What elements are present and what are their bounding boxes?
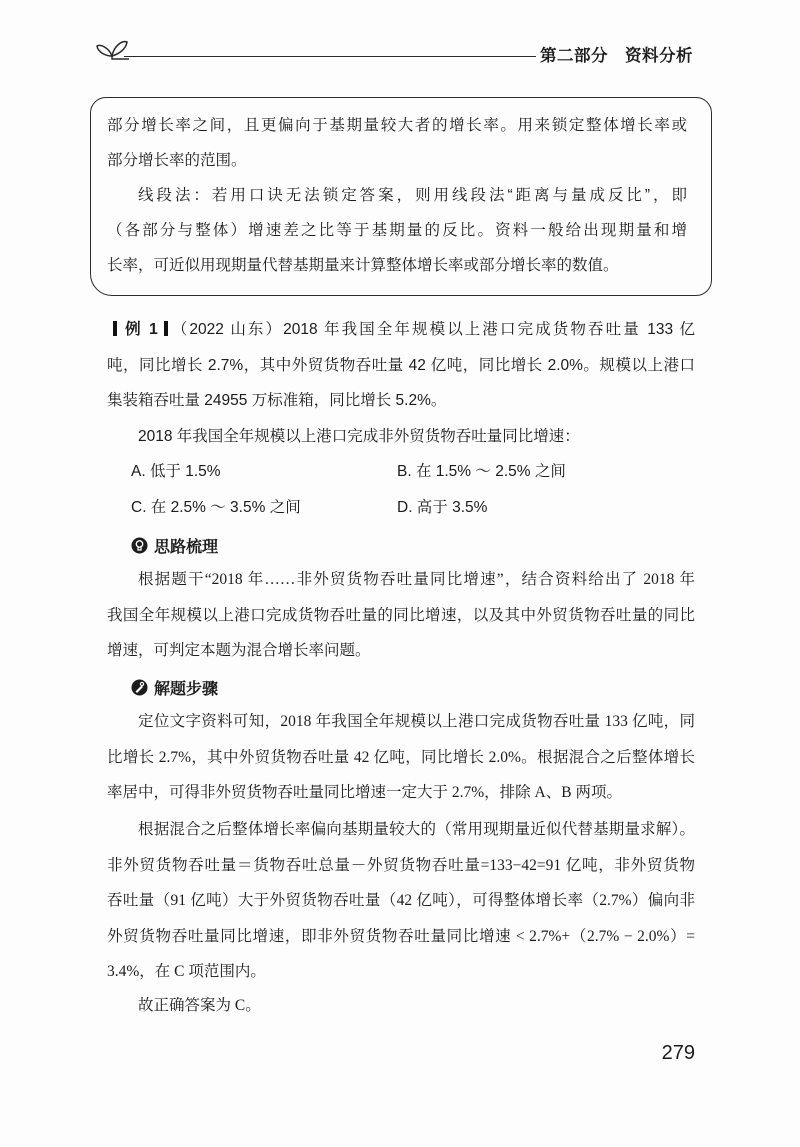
example-text: （2022 山东）2018 年我国全年规模以上港口完成货物吞吐量 133 亿: [169, 321, 695, 338]
steps-icon: [131, 679, 148, 696]
solution-line: 率居中，可得非外贸货物吞吐量同比增速一定大于 2.7%，排除 A、B 两项。: [107, 784, 622, 801]
idea-icon: [131, 537, 148, 554]
example-line: [107, 312, 695, 348]
section-title: 第二部分 资料分析: [540, 47, 693, 65]
example-block: [107, 312, 695, 525]
option-d: D. 高于 3.5%: [397, 498, 488, 516]
tip-box: [90, 97, 712, 296]
answer-line: 故正确答案为 C。: [138, 997, 261, 1014]
solution-line: 3.4%，在 C 项范围内。: [107, 963, 266, 980]
solution-paragraph: [107, 704, 695, 811]
header-rule: [124, 56, 536, 57]
option-a: A. 低于 1.5%: [131, 463, 221, 480]
solution-line: 非外贸货物吞吐量＝货物吞吐总量－外贸货物吞吐量=133−42=91 亿吨，非外贸货物: [107, 856, 695, 874]
tip-line: 长率，可近似用现期量代替基期量来计算整体增长率或部分增长率的数值。: [107, 257, 619, 274]
analysis-paragraph: [107, 562, 695, 669]
options-row: [107, 454, 695, 490]
analysis-line: 根据题干“2018 年……非外贸货物吞吐量同比增速”，结合资料给出了 2018 年: [138, 571, 695, 588]
analysis-title: 思路梳理: [154, 539, 219, 557]
analysis-line: 我国全年规模以上港口完成货物吞吐量的同比增速，以及其中外贸货物吞吐量的同比: [107, 606, 695, 624]
example-marker-left: [113, 321, 117, 336]
example-question: 2018 年我国全年规模以上港口完成非外贸货物吞吐量同比增速：: [138, 427, 580, 445]
analysis-heading: [131, 528, 218, 564]
solution-line: 外贸货物吞吐量同比增速，即非外贸货物吞吐量同比增速 < 2.7%+（2.7% − 2.0%）=: [107, 927, 695, 945]
example-line: 集装箱吞吐量 24955 万标准箱，同比增长 5.2%。: [107, 392, 447, 409]
tip-line: （各部分与整体）增速差之比等于基期量的反比。资料一般给出现期量和增: [107, 222, 687, 239]
option-b: B. 在 1.5% ～ 2.5% 之间: [397, 463, 566, 480]
solution-line: 根据混合之后整体增长率偏向基期量较大的（常用现期量近似代替基期量求解）。: [138, 821, 695, 838]
options-row: [107, 490, 695, 526]
tip-line: 部分增长率的范围。: [107, 152, 247, 169]
example-label: 例 1: [123, 321, 158, 338]
solution-line: 吞吐量（91 亿吨）大于外贸货物吞吐量（42 亿吨），可得整体增长率（2.7%）偏向非: [107, 892, 695, 909]
example-marker-right: [164, 321, 168, 336]
option-c: C. 在 2.5% ～ 3.5% 之间: [131, 498, 301, 516]
analysis-line: 增速，可判定本题为混合增长率问题。: [107, 642, 371, 659]
page-number: 279: [661, 1042, 695, 1064]
solution-line: 定位文字资料可知，2018 年我国全年规模以上港口完成货物吞吐量 133 亿吨，同: [138, 713, 695, 730]
example-line: 吨，同比增长 2.7%，其中外贸货物吞吐量 42 亿吨，同比增长 2.0%。规模以上港口: [107, 356, 695, 374]
solution-line: 比增长 2.7%，其中外贸货物吞吐量 42 亿吨，同比增长 2.0%。根据混合之后整体增长: [107, 748, 695, 766]
answer-paragraph: [107, 988, 695, 1024]
solution-title: 解题步骤: [154, 681, 219, 699]
tip-line: 线段法：若用口诀无法锁定答案，则用线段法“距离与量成反比”，即: [138, 187, 687, 204]
solution-paragraph: [107, 812, 695, 990]
solution-heading: [131, 670, 218, 706]
tip-line: 部分增长率之间，且更偏向于基期量较大者的增长率。用来锁定整体增长率或: [107, 117, 687, 134]
